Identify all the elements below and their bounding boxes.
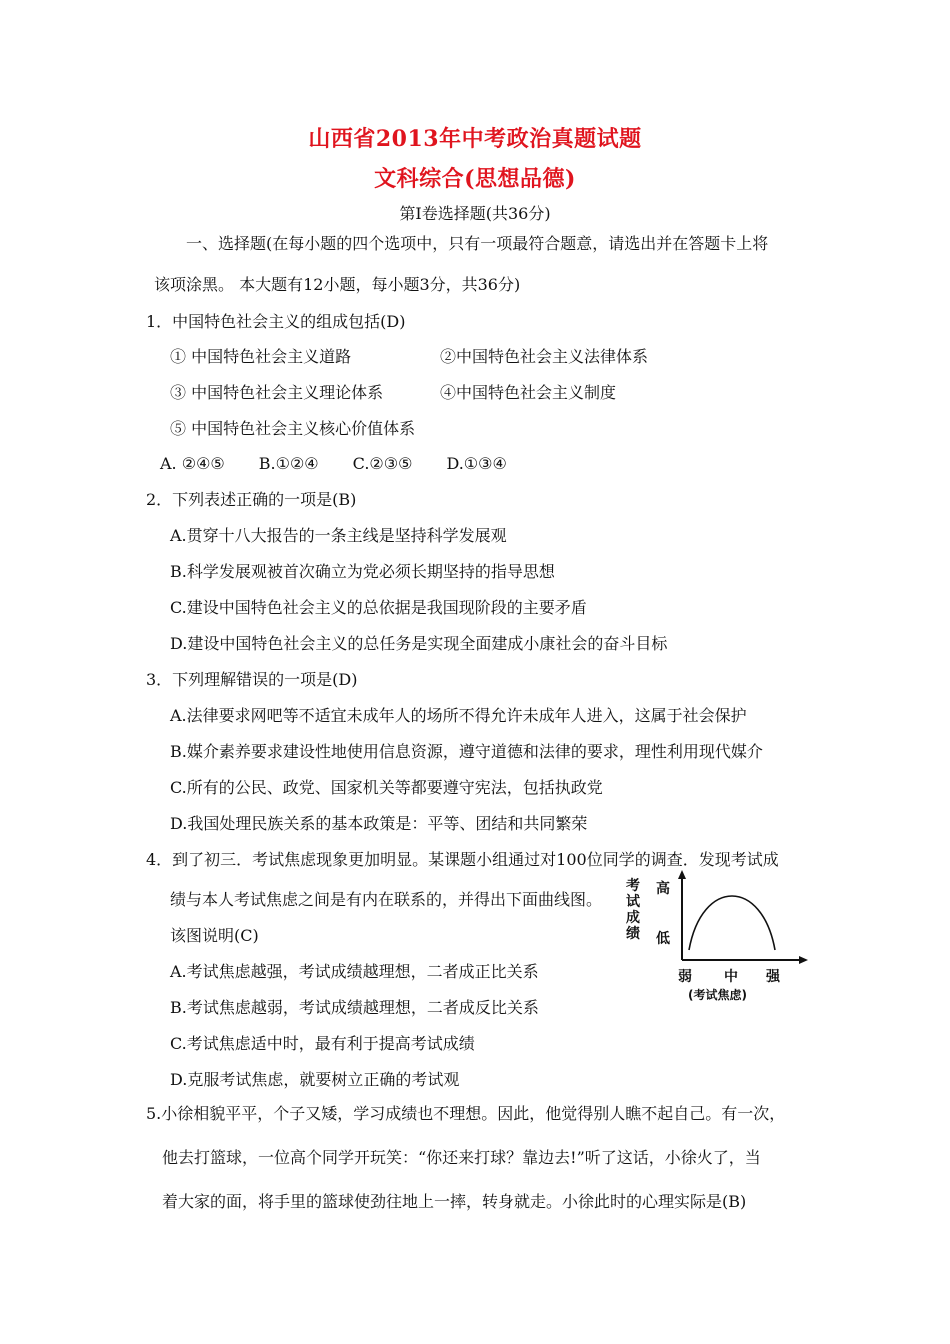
instructions-line-2: 该项涂黑。 本大题有12小题，每小题3分，共36分)	[154, 275, 521, 294]
q3-option-a: A.法律要求网吧等不适宜未成年人的场所不得允许未成年人进入，这属于社会保护	[170, 706, 747, 725]
graph-y-char-2: 试	[626, 894, 640, 910]
q4-option-a: A.考试焦虑越强，考试成绩越理想，二者成正比关系	[170, 962, 539, 981]
graph-x-caption: (考试焦虑)	[688, 988, 747, 1002]
graph-x-weak: 弱	[678, 969, 692, 985]
exam-title: 山西省2013年中考政治真题试题	[308, 126, 642, 152]
anxiety-performance-graph	[622, 868, 812, 1008]
q4-option-c: C.考试焦虑适中时，最有利于提高考试成绩	[170, 1034, 475, 1053]
q5-line-2: 他去打篮球，一位高个同学开玩笑：“你还来打球？靠边去!”听了这话，小徐火了，当	[162, 1148, 761, 1167]
q1-stem: 1．中国特色社会主义的组成包括(D)	[146, 312, 406, 331]
q2-option-c: C.建设中国特色社会主义的总依据是我国现阶段的主要矛盾	[170, 598, 587, 617]
graph-y-label	[626, 878, 642, 942]
q1-item-5: ⑤ 中国特色社会主义核心价值体系	[170, 419, 416, 438]
q2-option-b: B.科学发展观被首次确立为党必须长期坚持的指导思想	[170, 562, 555, 581]
graph-x-mid: 中	[724, 969, 738, 985]
graph-y-char-4: 绩	[626, 926, 640, 942]
q1-item-1: ① 中国特色社会主义道路	[170, 347, 352, 366]
q5-line-3: 着大家的面，将手里的篮球使劲往地上一摔，转身就走。小徐此时的心理实际是(B)	[162, 1192, 747, 1211]
q4-stem-line-3: 该图说明(C)	[170, 926, 259, 945]
q1-option-c: C.②③⑤	[352, 454, 413, 473]
q4-stem-line-1: 4．到了初三．考试焦虑现象更加明显。某课题小组通过对100位同学的调查．发现考试成	[146, 850, 779, 869]
q2-option-a: A.贯穿十八大报告的一条主线是坚持科学发展观	[170, 526, 507, 545]
exam-subtitle: 文科综合(思想品德)	[374, 166, 576, 192]
q4-option-d: D.克服考试焦虑，就要树立正确的考试观	[170, 1070, 460, 1089]
q3-stem: 3．下列理解错误的一项是(D)	[146, 670, 358, 689]
q2-option-d: D.建设中国特色社会主义的总任务是实现全面建成小康社会的奋斗目标	[170, 634, 668, 653]
q1-options	[160, 454, 507, 474]
q1-item-2: ②中国特色社会主义法律体系	[440, 347, 649, 366]
q4-option-b: B.考试焦虑越弱，考试成绩越理想，二者成反比关系	[170, 998, 539, 1017]
graph-y-low: 低	[656, 931, 670, 947]
q3-option-b: B.媒介素养要求建设性地使用信息资源，遵守道德和法律的要求，理性利用现代媒介	[170, 742, 763, 761]
q1-item-3: ③ 中国特色社会主义理论体系	[170, 383, 384, 402]
graph-y-arrow	[678, 870, 686, 879]
graph-y-high: 高	[656, 881, 670, 897]
q2-stem: 2．下列表述正确的一项是(B)	[146, 490, 357, 509]
q1-item-4: ④中国特色社会主义制度	[440, 383, 617, 402]
q4-stem-line-2: 绩与本人考试焦虑之间是有内在联系的，并得出下面曲线图。	[170, 890, 603, 909]
q1-option-b: B.①②④	[258, 454, 319, 473]
graph-curve	[689, 896, 775, 950]
graph-x-strong: 强	[766, 969, 780, 985]
q1-option-d: D.①③④	[446, 454, 507, 473]
graph-y-char-3: 成	[626, 910, 640, 926]
q3-option-d: D.我国处理民族关系的基本政策是：平等、团结和共同繁荣	[170, 814, 588, 833]
q1-option-a: A. ②④⑤	[160, 454, 225, 473]
q3-option-c: C.所有的公民、政党、国家机关等都要遵守宪法，包括执政党	[170, 778, 603, 797]
instructions-line-1: 一、选择题(在每小题的四个选项中，只有一项最符合题意，请选出并在答题卡上将	[186, 234, 769, 253]
graph-y-char-1: 考	[626, 878, 640, 894]
graph-x-arrow	[799, 956, 808, 964]
section-heading: 第Ⅰ卷选择题(共36分)	[399, 204, 551, 223]
q5-line-1: 5.小徐相貌平平，个子又矮，学习成绩也不理想。因此，他觉得别人瞧不起自己。有一次，	[146, 1104, 786, 1123]
